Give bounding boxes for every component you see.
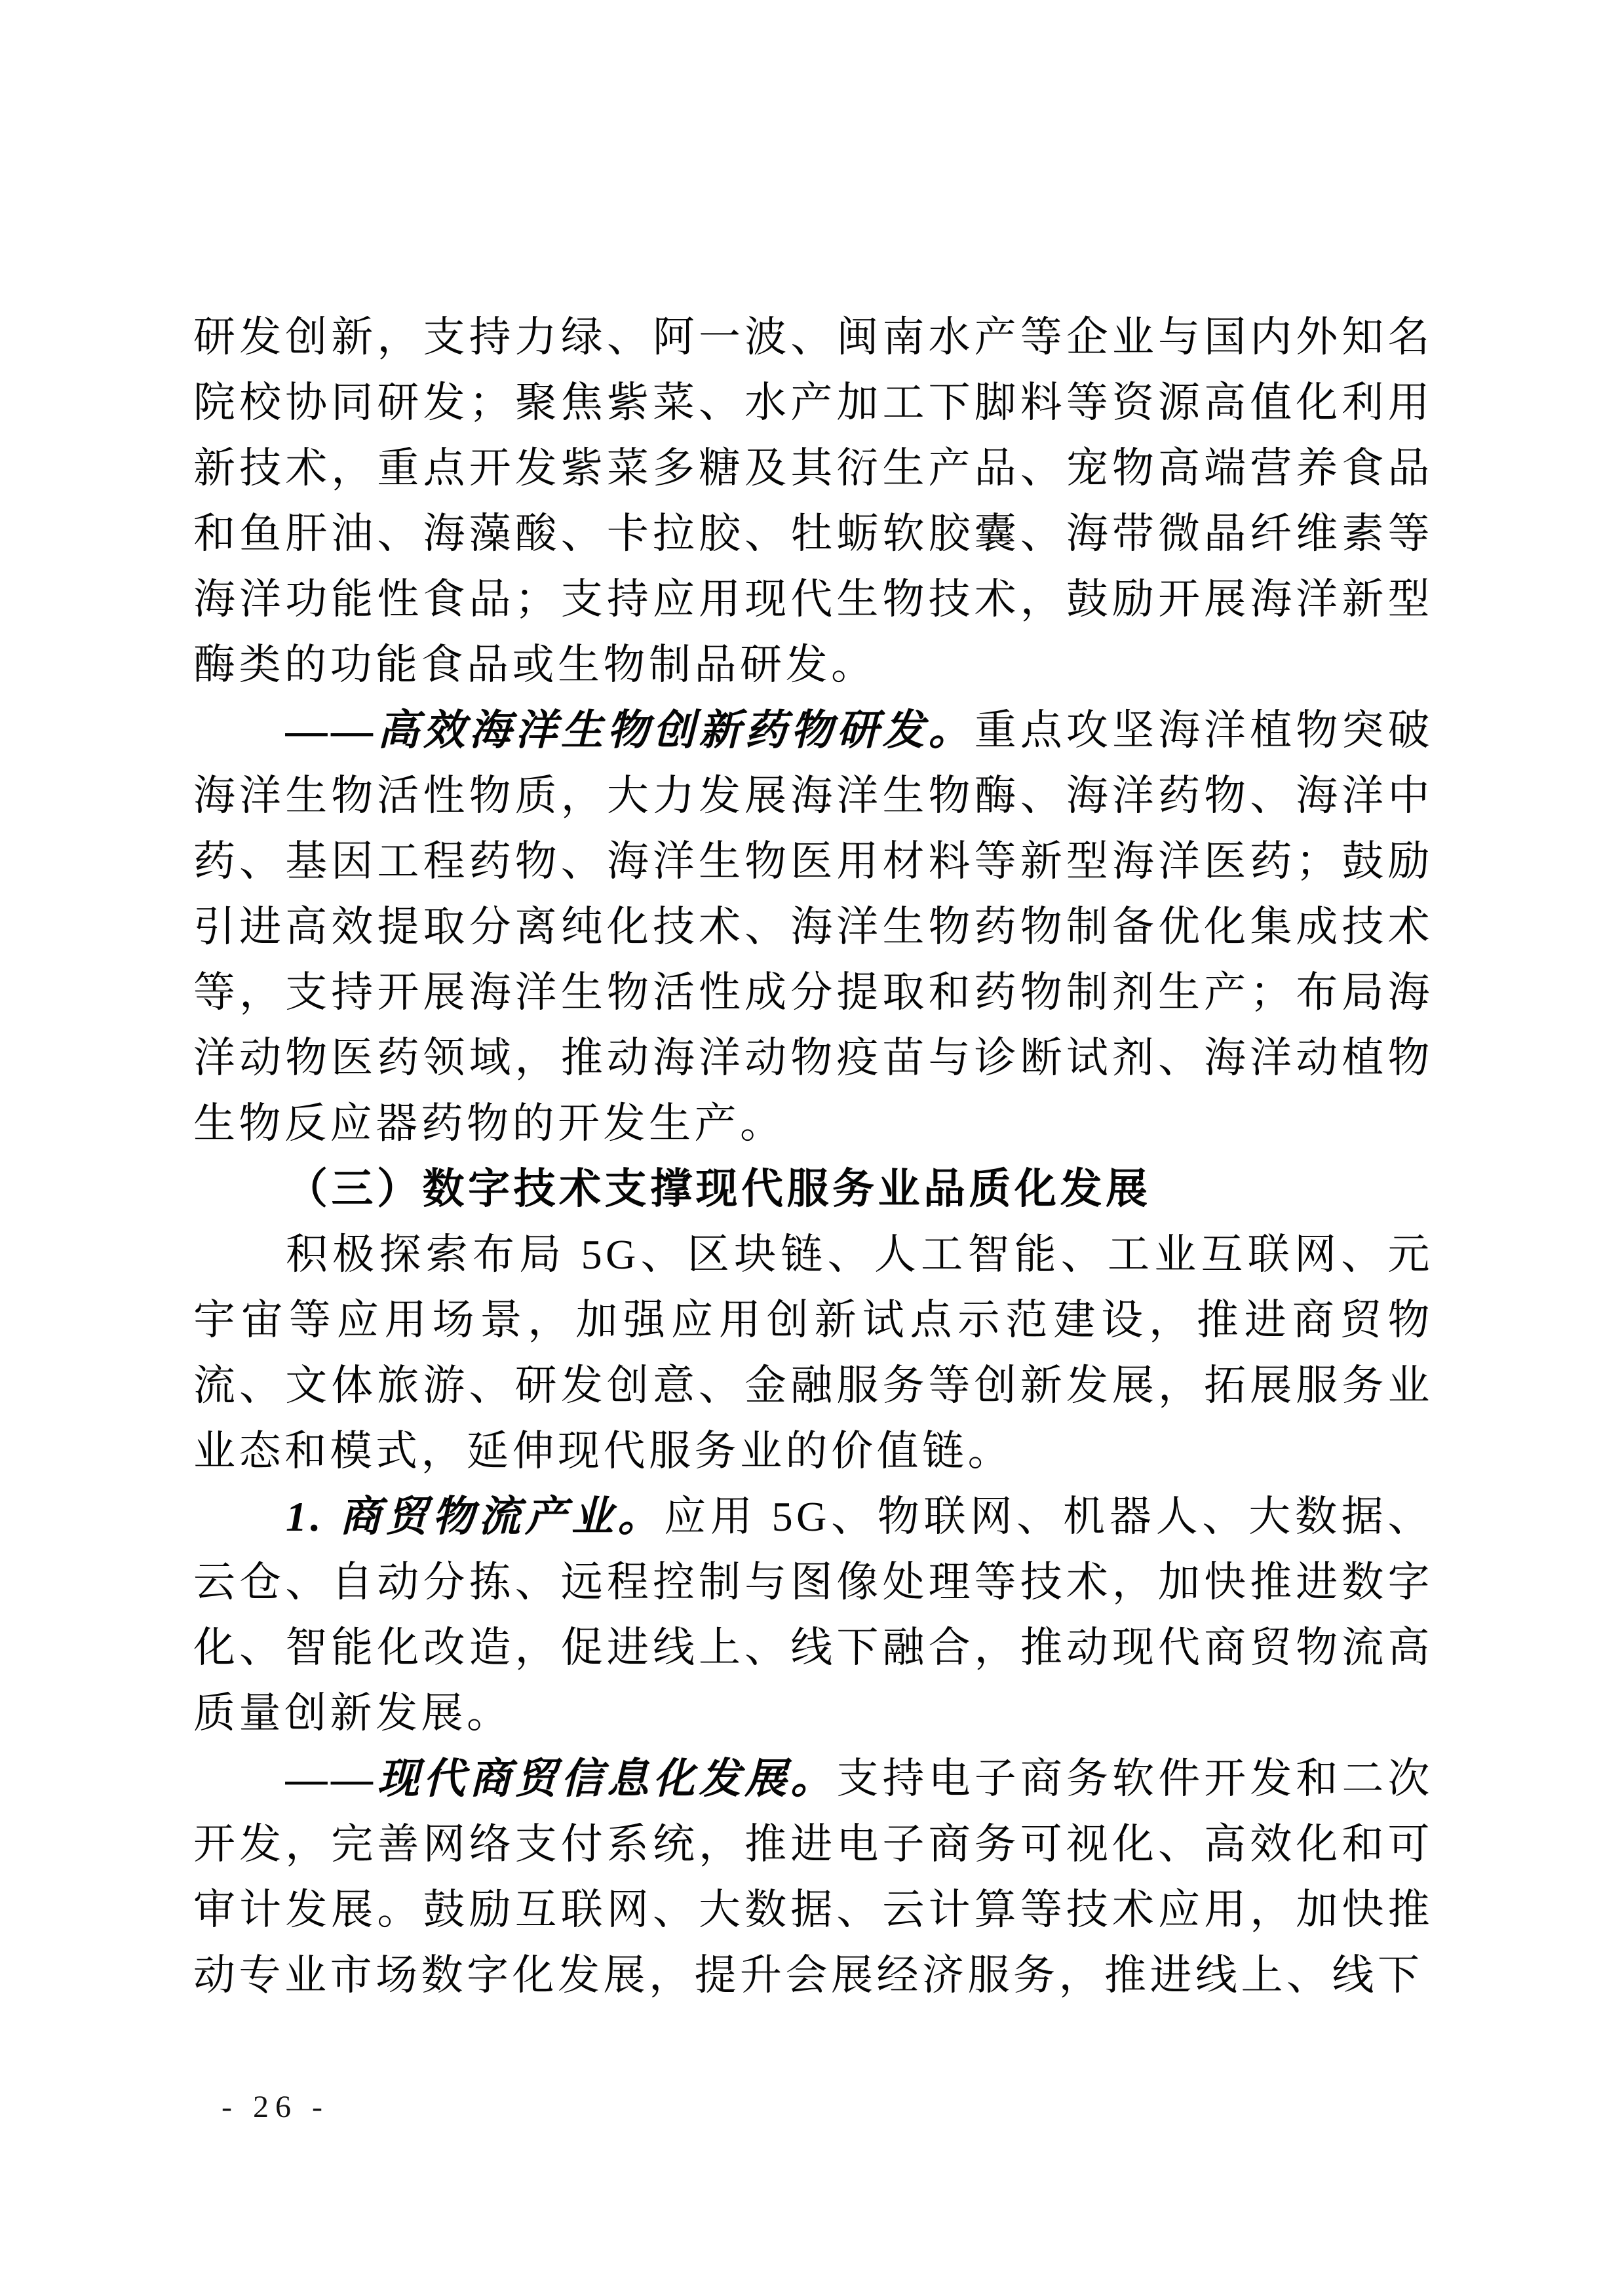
paragraph-continuation — [193, 305, 1433, 698]
paragraph-dash-item-commerce-informatization — [193, 1746, 1433, 2008]
paragraph-body-digital-services — [193, 1222, 1433, 1484]
paragraph-text: 支持电子商务软件开发和二次开发，完善网络支付系统，推进电子商务可视化、高效化和可审计发展。鼓励互联网、大数据、云计算等技术应用，加快推动专业市场数字化发展，提升会展经济服务，推进线上、线下 — [193, 1755, 1434, 1999]
page-number: - 26 - — [222, 2090, 329, 2124]
paragraph-text: 应用 5G、物联网、机器人、大数据、云仓、自动分拣、远程控制与图像处理等技术，加快推进数字化、智能化改造，促进线上、线下融合，推动现代商贸物流高质量创新发展。 — [193, 1493, 1434, 1736]
paragraph-lead: ——现代商贸信息化发展。 — [286, 1755, 837, 1802]
text-block — [193, 305, 1433, 2008]
paragraph-lead: ——高效海洋生物创新药物研发。 — [286, 707, 975, 754]
section-heading: （三）数字技术支撑现代服务业品质化发展 — [286, 1166, 1151, 1212]
paragraph-text: 研发创新，支持力绿、阿一波、闽南水产等企业与国内外知名院校协同研发；聚焦紫菜、水产加工下脚料等资源高值化利用新技术，重点开发紫菜多糖及其衍生产品、宠物高端营养食品和鱼肝油、海藻酸、卡拉胶、牡蛎软胶囊、海带微晶纤维素等海洋功能性食品；支持应用现代生物技术，鼓励开展海洋新型酶类的功能食品或生物制品研发。 — [193, 314, 1433, 688]
paragraph-dash-item-drug-rnd — [193, 698, 1433, 1157]
paragraph-text: 重点攻坚海洋植物突破海洋生物活性物质，大力发展海洋生物酶、海洋药物、海洋中药、基因工程药物、海洋生物医用材料等新型海洋医药；鼓励引进高效提取分离纯化技术、海洋生物药物制备优化集成技术等，支持开展海洋生物活性成分提取和药物制剂生产；布局海洋动物医药领域，推动海洋动物疫苗与诊断试剂、海洋动植物生物反应器药物的开发生产。 — [193, 707, 1434, 1147]
paragraph-text: 积极探索布局 5G、区块链、人工智能、工业互联网、元宇宙等应用场景，加强应用创新试点示范建设，推进商贸物流、文体旅游、研发创意、金融服务等创新发展，拓展服务业业态和模式，延伸现代服务业的价值链。 — [193, 1231, 1433, 1474]
paragraph-numbered-logistics — [193, 1484, 1433, 1746]
paragraph-lead: 1. 商贸物流产业。 — [286, 1493, 665, 1540]
